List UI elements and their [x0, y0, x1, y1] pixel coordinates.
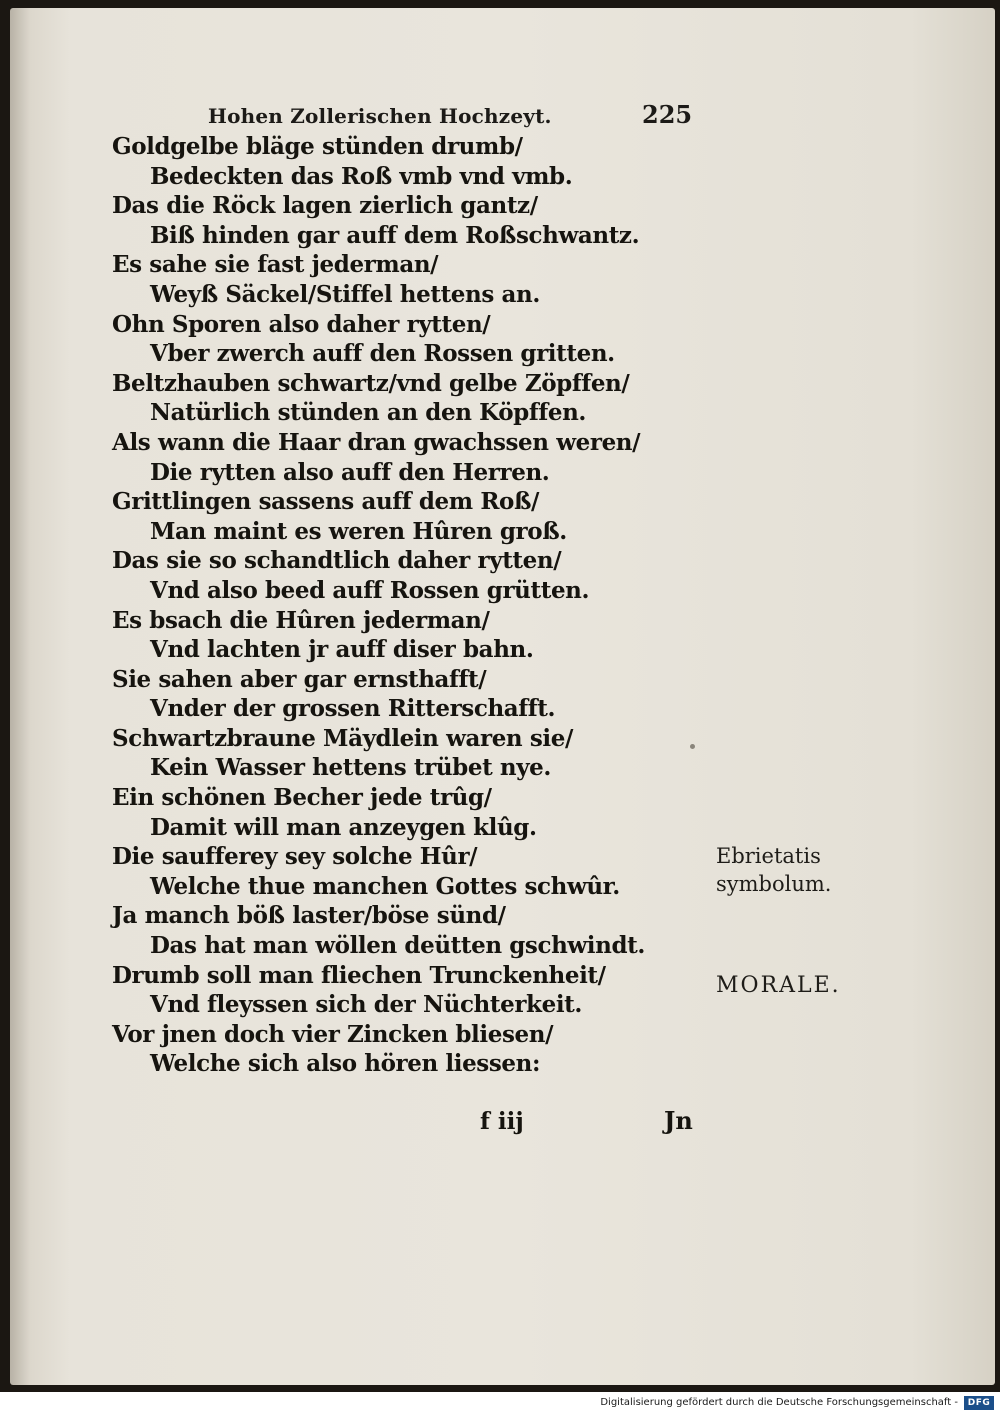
verse-line: Welche thue manchen Gottes schwûr.	[150, 872, 620, 900]
paper-speck	[690, 744, 695, 749]
verse-line: Es sahe sie fast jederman/	[112, 251, 439, 279]
verse-line: Damit will man anzeygen klûg.	[150, 813, 537, 841]
verse-line: Vnd fleyssen sich der Nüchterkeit.	[150, 991, 582, 1019]
catchword: Jn	[664, 1106, 693, 1135]
marginal-note	[716, 842, 831, 898]
verse-line: Die saufferey sey solche Hûr/	[112, 843, 478, 871]
signature-mark: f iij	[480, 1108, 524, 1135]
verse-line: Man maint es weren Hûren groß.	[150, 517, 567, 545]
verse-line: Vnd also beed auff Rossen grütten.	[150, 576, 590, 604]
verse-line: Es bsach die Hûren jederman/	[112, 606, 490, 634]
verse-line: Kein Wasser hettens trübet nye.	[150, 754, 552, 782]
verse-line: Ein schönen Becher jede trûg/	[112, 784, 492, 812]
running-head: Hohen Zollerischen Hochzeyt.	[208, 104, 552, 128]
verse-block	[112, 132, 672, 1079]
verse-line: Vber zwerch auff den Rossen gritten.	[150, 340, 615, 368]
verse-line: Bedeckten das Roß vmb vnd vmb.	[150, 162, 573, 190]
verse-line: Vor jnen doch vier Zincken bliesen/	[112, 1020, 554, 1048]
verse-line: Sie sahen aber gar ernsthafft/	[112, 665, 487, 693]
verse-line: Ja manch böß laster/böse sünd/	[112, 902, 506, 930]
verse-line: Schwartzbraune Mäydlein waren sie/	[112, 724, 573, 752]
verse-line: Die rytten also auff den Herren.	[150, 458, 550, 486]
verse-line: Vnd lachten jr auff diser bahn.	[150, 636, 534, 664]
verse-line: Ohn Sporen also daher rytten/	[112, 310, 491, 338]
page-number: 225	[642, 100, 693, 129]
verse-line: Grittlingen sassens auff dem Roß/	[112, 488, 540, 516]
funding-notice: Digitalisierung gefördert durch die Deutsche Forschungsgemeinschaft -	[600, 1397, 958, 1408]
verse-line: Welche sich also hören liessen:	[150, 1050, 541, 1078]
marginal-label: MORALE.	[716, 973, 841, 998]
verse-line: Goldgelbe bläge stünden drumb/	[112, 133, 523, 160]
marginal-note-line: Ebrietatis	[716, 844, 821, 868]
verse-line: Weyß Säckel/Stiffel hettens an.	[150, 280, 540, 308]
dfg-logo: DFG	[964, 1396, 994, 1410]
verse-line: Natürlich stünden an den Köpffen.	[150, 399, 586, 427]
footer-bar	[0, 1392, 1000, 1416]
verse-line: Das hat man wöllen deütten gschwindt.	[150, 932, 645, 960]
verse-line: Als wann die Haar dran gwachssen weren/	[112, 428, 641, 456]
verse-line: Das die Röck lagen zierlich gantz/	[112, 192, 538, 220]
verse-line: Drumb soll man fliechen Trunckenheit/	[112, 961, 606, 989]
verse-line: Biß hinden gar auff dem Roßschwantz.	[150, 221, 640, 249]
verse-line: Beltzhauben schwartz/vnd gelbe Zöpffen/	[112, 369, 630, 397]
marginal-note-line: symbolum.	[716, 872, 832, 896]
verse-line: Das sie so schandtlich daher rytten/	[112, 547, 562, 575]
verse-line: Vnder der grossen Ritterschafft.	[150, 695, 556, 723]
